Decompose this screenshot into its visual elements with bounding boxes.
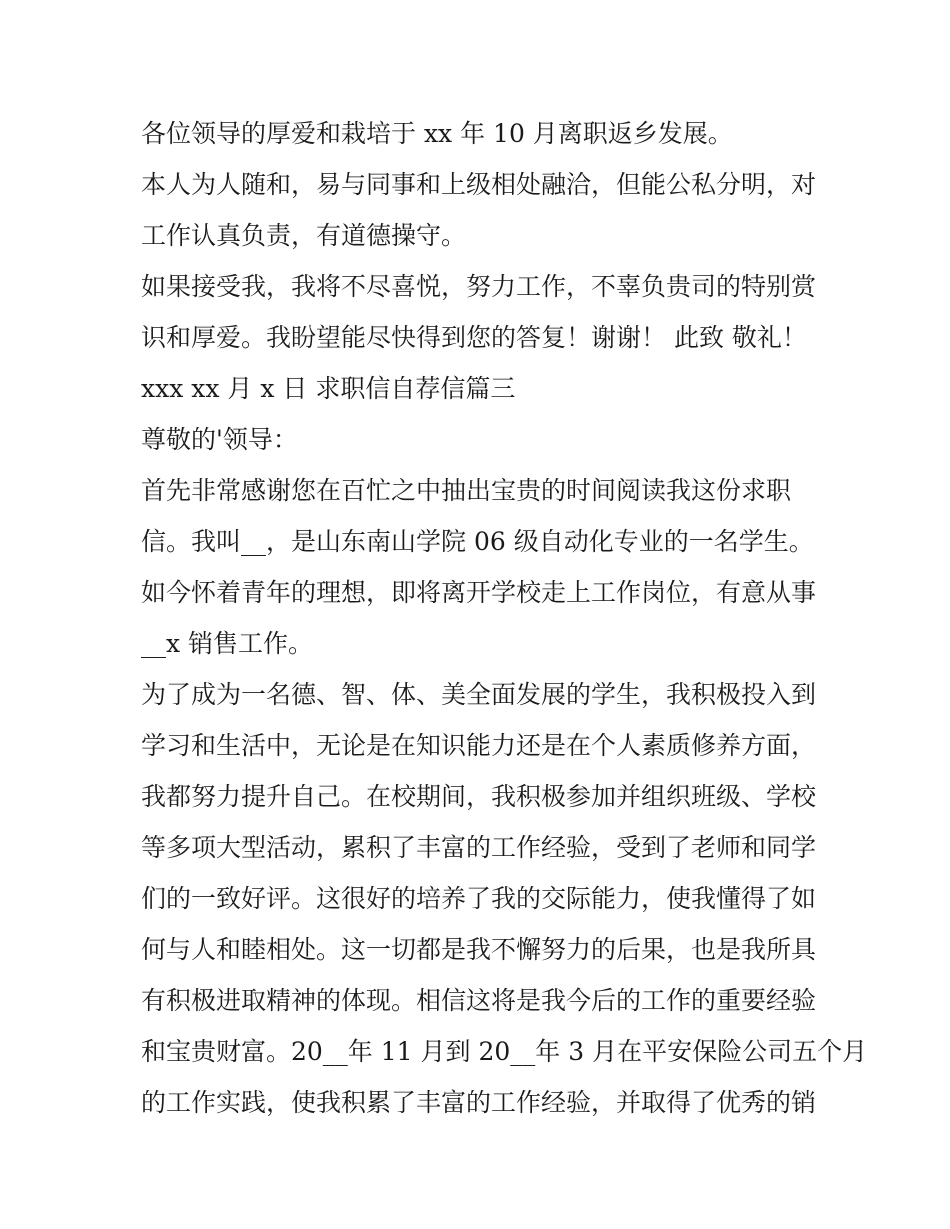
text-line: 学习和生活中，无论是在知识能力还是在个人素质修养方面， [141, 731, 817, 760]
text-line: 识和厚爱。我盼望能尽快得到您的答复！谢谢！ 此致 敬礼！ [141, 323, 807, 352]
text-line: 本人为人随和，易与同事和上级相处融洽，但能公私分明，对 [141, 170, 817, 199]
text-line: 工作认真负责，有道德操守。 [141, 221, 467, 250]
text-line: 们的一致好评。这很好的培养了我的交际能力，使我懂得了如 [141, 884, 817, 913]
text-line: 我都努力提升自己。在校期间，我积极参加并组织班级、学校 [141, 782, 817, 811]
text-line: 首先非常感谢您在百忙之中抽出宝贵的时间阅读我这份求职 [141, 476, 792, 505]
text-line: 为了成为一名德、智、体、美全面发展的学生，我积极投入到 [141, 680, 817, 709]
text-line: 等多项大型活动，累积了丰富的工作经验，受到了老师和同学 [141, 833, 817, 862]
text-line: __x 销售工作。 [141, 629, 314, 658]
document-body [141, 108, 868, 1128]
text-line: 各位领导的厚爱和栽培于 xx 年 10 月离职返乡发展。 [141, 119, 733, 148]
text-line: xxx xx 月 x 日 求职信自荐信篇三 [141, 374, 516, 403]
text-line: 尊敬的'领导： [141, 425, 298, 454]
text-line: 何与人和睦相处。这一切都是我不懈努力的后果，也是我所具 [141, 935, 817, 964]
text-line: 如果接受我，我将不尽喜悦，努力工作，不辜负贵司的特别赏 [141, 272, 817, 301]
text-line: 如今怀着青年的理想，即将离开学校走上工作岗位，有意从事 [141, 578, 817, 607]
text-line: 有积极进取精神的体现。相信这将是我今后的工作的重要经验 [141, 986, 817, 1015]
text-line: 信。我叫__，是山东南山学院 06 级自动化专业的一名学生。 [141, 527, 814, 556]
text-line: 的工作实践，使我积累了丰富的工作经验，并取得了优秀的销 [141, 1088, 817, 1117]
text-line: 和宝贵财富。20__年 11 月到 20__年 3 月在平安保险公司五个月 [141, 1037, 868, 1066]
